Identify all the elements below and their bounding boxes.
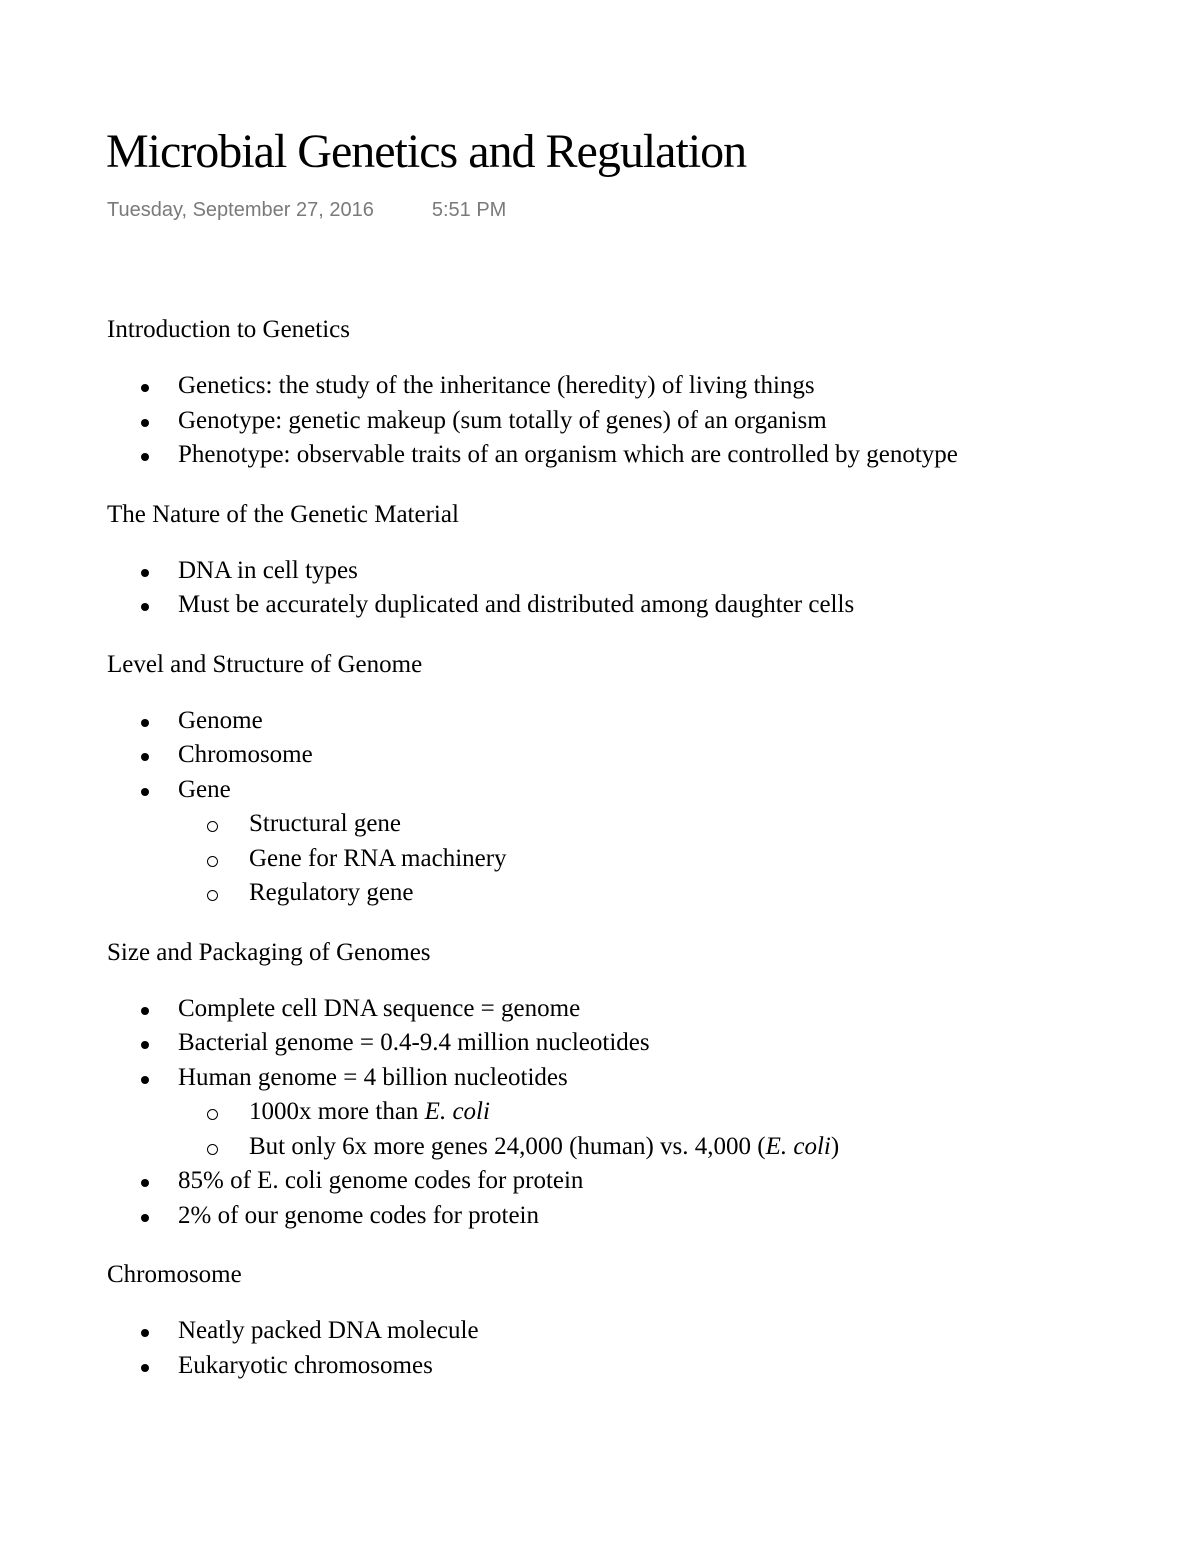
sub-list-item-text: But only 6x more genes 24,000 (human) vs. 4,000 (E. coli) xyxy=(249,1132,840,1160)
list-item xyxy=(107,992,1167,1027)
hollow-bullet-icon xyxy=(207,1144,218,1155)
list-item-text: DNA in cell types xyxy=(178,556,358,584)
sub-list-item-text: Structural gene xyxy=(249,810,402,837)
section-heading: The Nature of the Genetic Material xyxy=(107,500,459,528)
list-item xyxy=(107,404,1167,439)
list-item xyxy=(107,1314,1167,1349)
list-item xyxy=(107,773,1167,911)
hollow-bullet-icon xyxy=(207,890,218,901)
bullet-icon xyxy=(141,569,149,577)
list-item-text: 85% of E. coli genome codes for protein xyxy=(178,1167,584,1194)
sub-list-item xyxy=(178,842,1167,877)
page-date: Tuesday, September 27, 2016 xyxy=(107,199,374,221)
list-item-text: Neatly packed DNA molecule xyxy=(178,1317,479,1344)
bullet-list xyxy=(107,992,1167,1234)
list-item xyxy=(107,1061,1167,1165)
bullet-icon xyxy=(141,1041,149,1049)
sub-list-item-text: Regulatory gene xyxy=(249,879,414,906)
list-item xyxy=(107,369,1167,404)
page-time: 5:51 PM xyxy=(431,199,507,221)
list-item xyxy=(107,1164,1167,1199)
sub-list-item-text: Gene for RNA machinery xyxy=(249,844,507,872)
list-item-text: Phenotype: observable traits of an organism which are controlled by genotype xyxy=(178,441,958,468)
list-item xyxy=(107,1026,1167,1061)
bullet-icon xyxy=(141,419,149,427)
sub-bullet-list xyxy=(178,807,1167,911)
list-item-text: Bacterial genome = 0.4-9.4 million nucleotides xyxy=(178,1029,650,1056)
page-timestamp xyxy=(107,196,506,224)
bullet-icon xyxy=(141,453,149,461)
list-item-text: Genetics: the study of the inheritance (heredity) of living things xyxy=(178,372,815,399)
list-item xyxy=(107,1349,1167,1384)
bullet-icon xyxy=(141,1179,149,1187)
bullet-icon xyxy=(141,1214,149,1222)
list-item-text: Gene xyxy=(178,775,231,803)
list-item-text: Genotype: genetic makeup (sum totally of genes) of an organism xyxy=(178,406,827,434)
sub-list-item xyxy=(178,1130,1167,1165)
section-heading: Size and Packaging of Genomes xyxy=(107,938,431,966)
bullet-icon xyxy=(141,719,149,727)
section-heading: Level and Structure of Genome xyxy=(107,650,423,678)
sub-list-item xyxy=(178,1095,1167,1130)
bullet-list xyxy=(107,704,1167,911)
hollow-bullet-icon xyxy=(207,821,218,832)
list-item-text: Eukaryotic chromosomes xyxy=(178,1351,433,1379)
list-item xyxy=(107,704,1167,739)
list-item-text: Must be accurately duplicated and distributed among daughter cells xyxy=(178,591,855,618)
list-item-text: Genome xyxy=(178,706,263,734)
list-item xyxy=(107,588,1167,623)
bullet-list xyxy=(107,554,1167,623)
sub-list-item-text: 1000x more than E. coli xyxy=(249,1098,490,1125)
list-item-text: 2% of our genome codes for protein xyxy=(178,1201,539,1229)
page-title: Microbial Genetics and Regulation xyxy=(106,125,747,178)
bullet-icon xyxy=(141,1076,149,1084)
bullet-icon xyxy=(141,1007,149,1015)
sub-list-item xyxy=(178,807,1167,842)
bullet-icon xyxy=(141,1329,149,1337)
bullet-list xyxy=(107,369,1167,473)
section-heading: Introduction to Genetics xyxy=(107,316,350,343)
sub-bullet-list xyxy=(178,1095,1167,1164)
list-item xyxy=(107,554,1167,589)
bullet-list xyxy=(107,1314,1167,1383)
list-item-text: Human genome = 4 billion nucleotides xyxy=(178,1063,568,1091)
list-item xyxy=(107,438,1167,473)
hollow-bullet-icon xyxy=(207,1109,218,1120)
bullet-icon xyxy=(141,788,149,796)
bullet-icon xyxy=(141,753,149,761)
list-item xyxy=(107,1199,1167,1234)
list-item-text: Chromosome xyxy=(178,741,313,768)
sub-list-item xyxy=(178,876,1167,911)
bullet-icon xyxy=(141,603,149,611)
list-item xyxy=(107,738,1167,773)
list-item-text: Complete cell DNA sequence = genome xyxy=(178,994,581,1022)
section-heading: Chromosome xyxy=(107,1261,242,1288)
note-body xyxy=(107,312,1167,1438)
bullet-icon xyxy=(141,1364,149,1372)
bullet-icon xyxy=(141,384,149,392)
hollow-bullet-icon xyxy=(207,856,218,867)
